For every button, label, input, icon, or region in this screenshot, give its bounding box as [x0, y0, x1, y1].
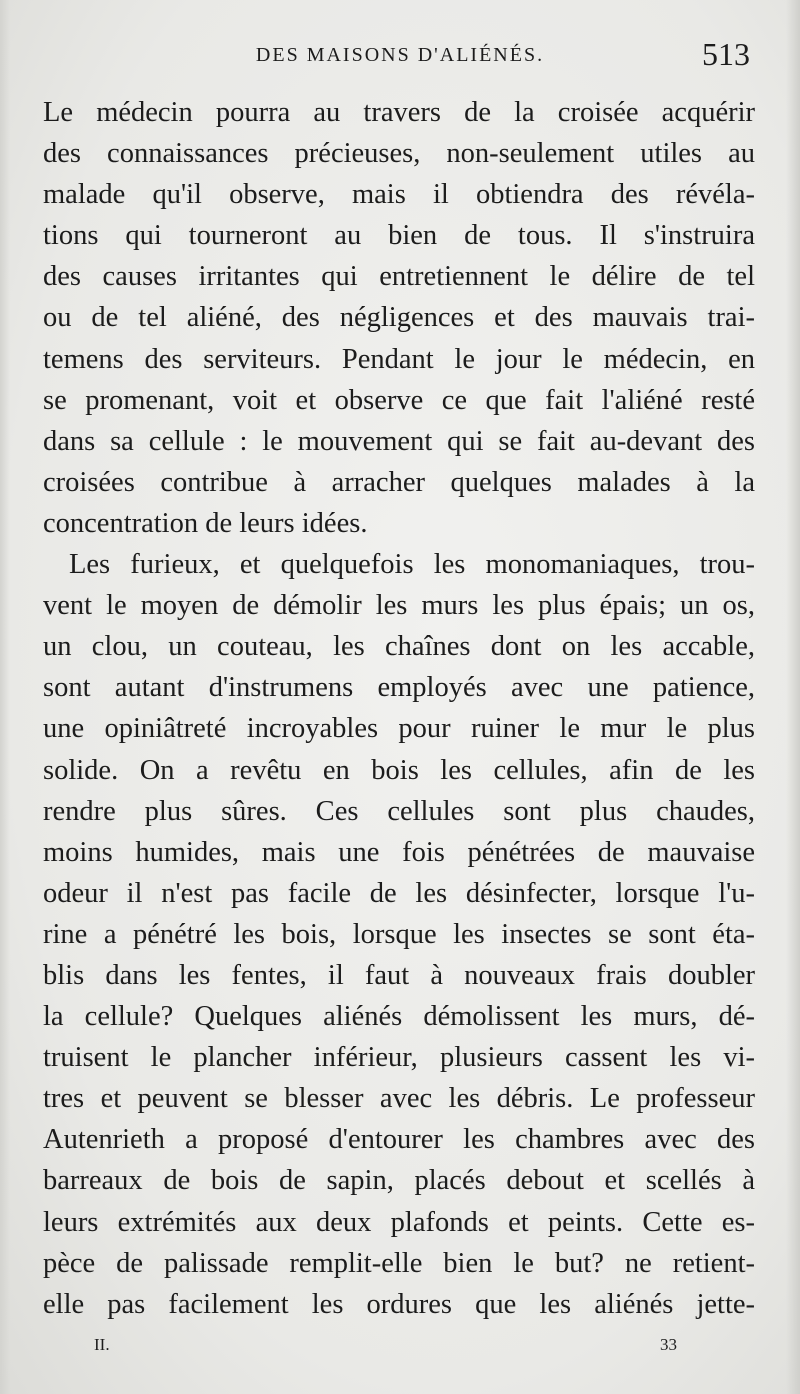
text-line: tres et peuvent se blesser avec les débris. Le professeur [43, 1083, 755, 1115]
page-number: 513 [702, 36, 750, 72]
paragraph-start-line: Les furieux, et quelquefois les monomaniaques, trou- [69, 549, 755, 581]
text-line: se promenant, voit et observe ce que fait l'aliéné resté [43, 384, 755, 416]
text-line: des connaissances précieuses, non-seulement utiles au [43, 138, 755, 170]
text-line: Autenrieth a proposé d'entourer les chambres avec des [43, 1124, 755, 1156]
text-line: leurs extrémités aux deux plafonds et peints. Cette es- [43, 1206, 755, 1238]
page-footer [40, 1335, 760, 1359]
text-line: vent le moyen de démolir les murs les plus épais; un os, [43, 590, 755, 622]
text-line: malade qu'il observe, mais il obtiendra des révéla- [43, 179, 755, 211]
text-line: ou de tel aliéné, des négligences et des mauvais trai- [43, 302, 755, 334]
running-head [40, 38, 760, 78]
text-line: des causes irritantes qui entretiennent le délire de tel [43, 261, 755, 293]
text-line: rine a pénétré les bois, lorsque les insectes se sont éta- [43, 918, 755, 950]
text-line: rendre plus sûres. Ces cellules sont plus chaudes, [43, 795, 755, 827]
body-text [43, 92, 755, 1325]
text-line: blis dans les fentes, il faut à nouveaux frais doubler [43, 959, 755, 991]
page-right-shadow [786, 0, 800, 1394]
text-line: truisent le plancher inférieur, plusieurs cassent les vi- [43, 1042, 755, 1074]
text-line: solide. On a revêtu en bois les cellules, afin de les [43, 754, 755, 786]
text-line: temens des serviteurs. Pendant le jour le médecin, en [43, 343, 755, 375]
text-line: moins humides, mais une fois pénétrées de mauvaise [43, 836, 755, 868]
text-line: pèce de palissade remplit-elle bien le but? ne retient- [43, 1247, 755, 1279]
text-line: croisées contribue à arracher quelques malades à la [43, 466, 755, 498]
paragraph-end-line: concentration de leurs idées. [43, 507, 368, 539]
text-line: une opiniâtreté incroyables pour ruiner le mur le plus [43, 713, 755, 745]
text-line: dans sa cellule : le mouvement qui se fait au-devant des [43, 425, 755, 457]
text-line: elle pas facilement les ordures que les aliénés jette- [43, 1288, 755, 1320]
text-line: Le médecin pourra au travers de la croisée acquérir [43, 97, 755, 128]
text-line: odeur il n'est pas facile de les désinfecter, lorsque l'u- [43, 877, 755, 909]
text-line: sont autant d'instrumens employés avec une patience, [43, 672, 755, 704]
text-line: tions qui tourneront au bien de tous. Il s'instruira [43, 220, 755, 252]
page-left-shadow [0, 0, 10, 1394]
text-line: un clou, un couteau, les chaînes dont on les accable, [43, 631, 755, 663]
text-line: la cellule? Quelques aliénés démolissent les murs, dé- [43, 1001, 755, 1033]
text-line: barreaux de bois de sapin, placés debout et scellés à [43, 1165, 755, 1197]
running-title: DES MAISONS D'ALIÉNÉS. [255, 44, 545, 66]
signature-mark: II. [94, 1335, 110, 1354]
gathering-number: 33 [660, 1335, 677, 1354]
